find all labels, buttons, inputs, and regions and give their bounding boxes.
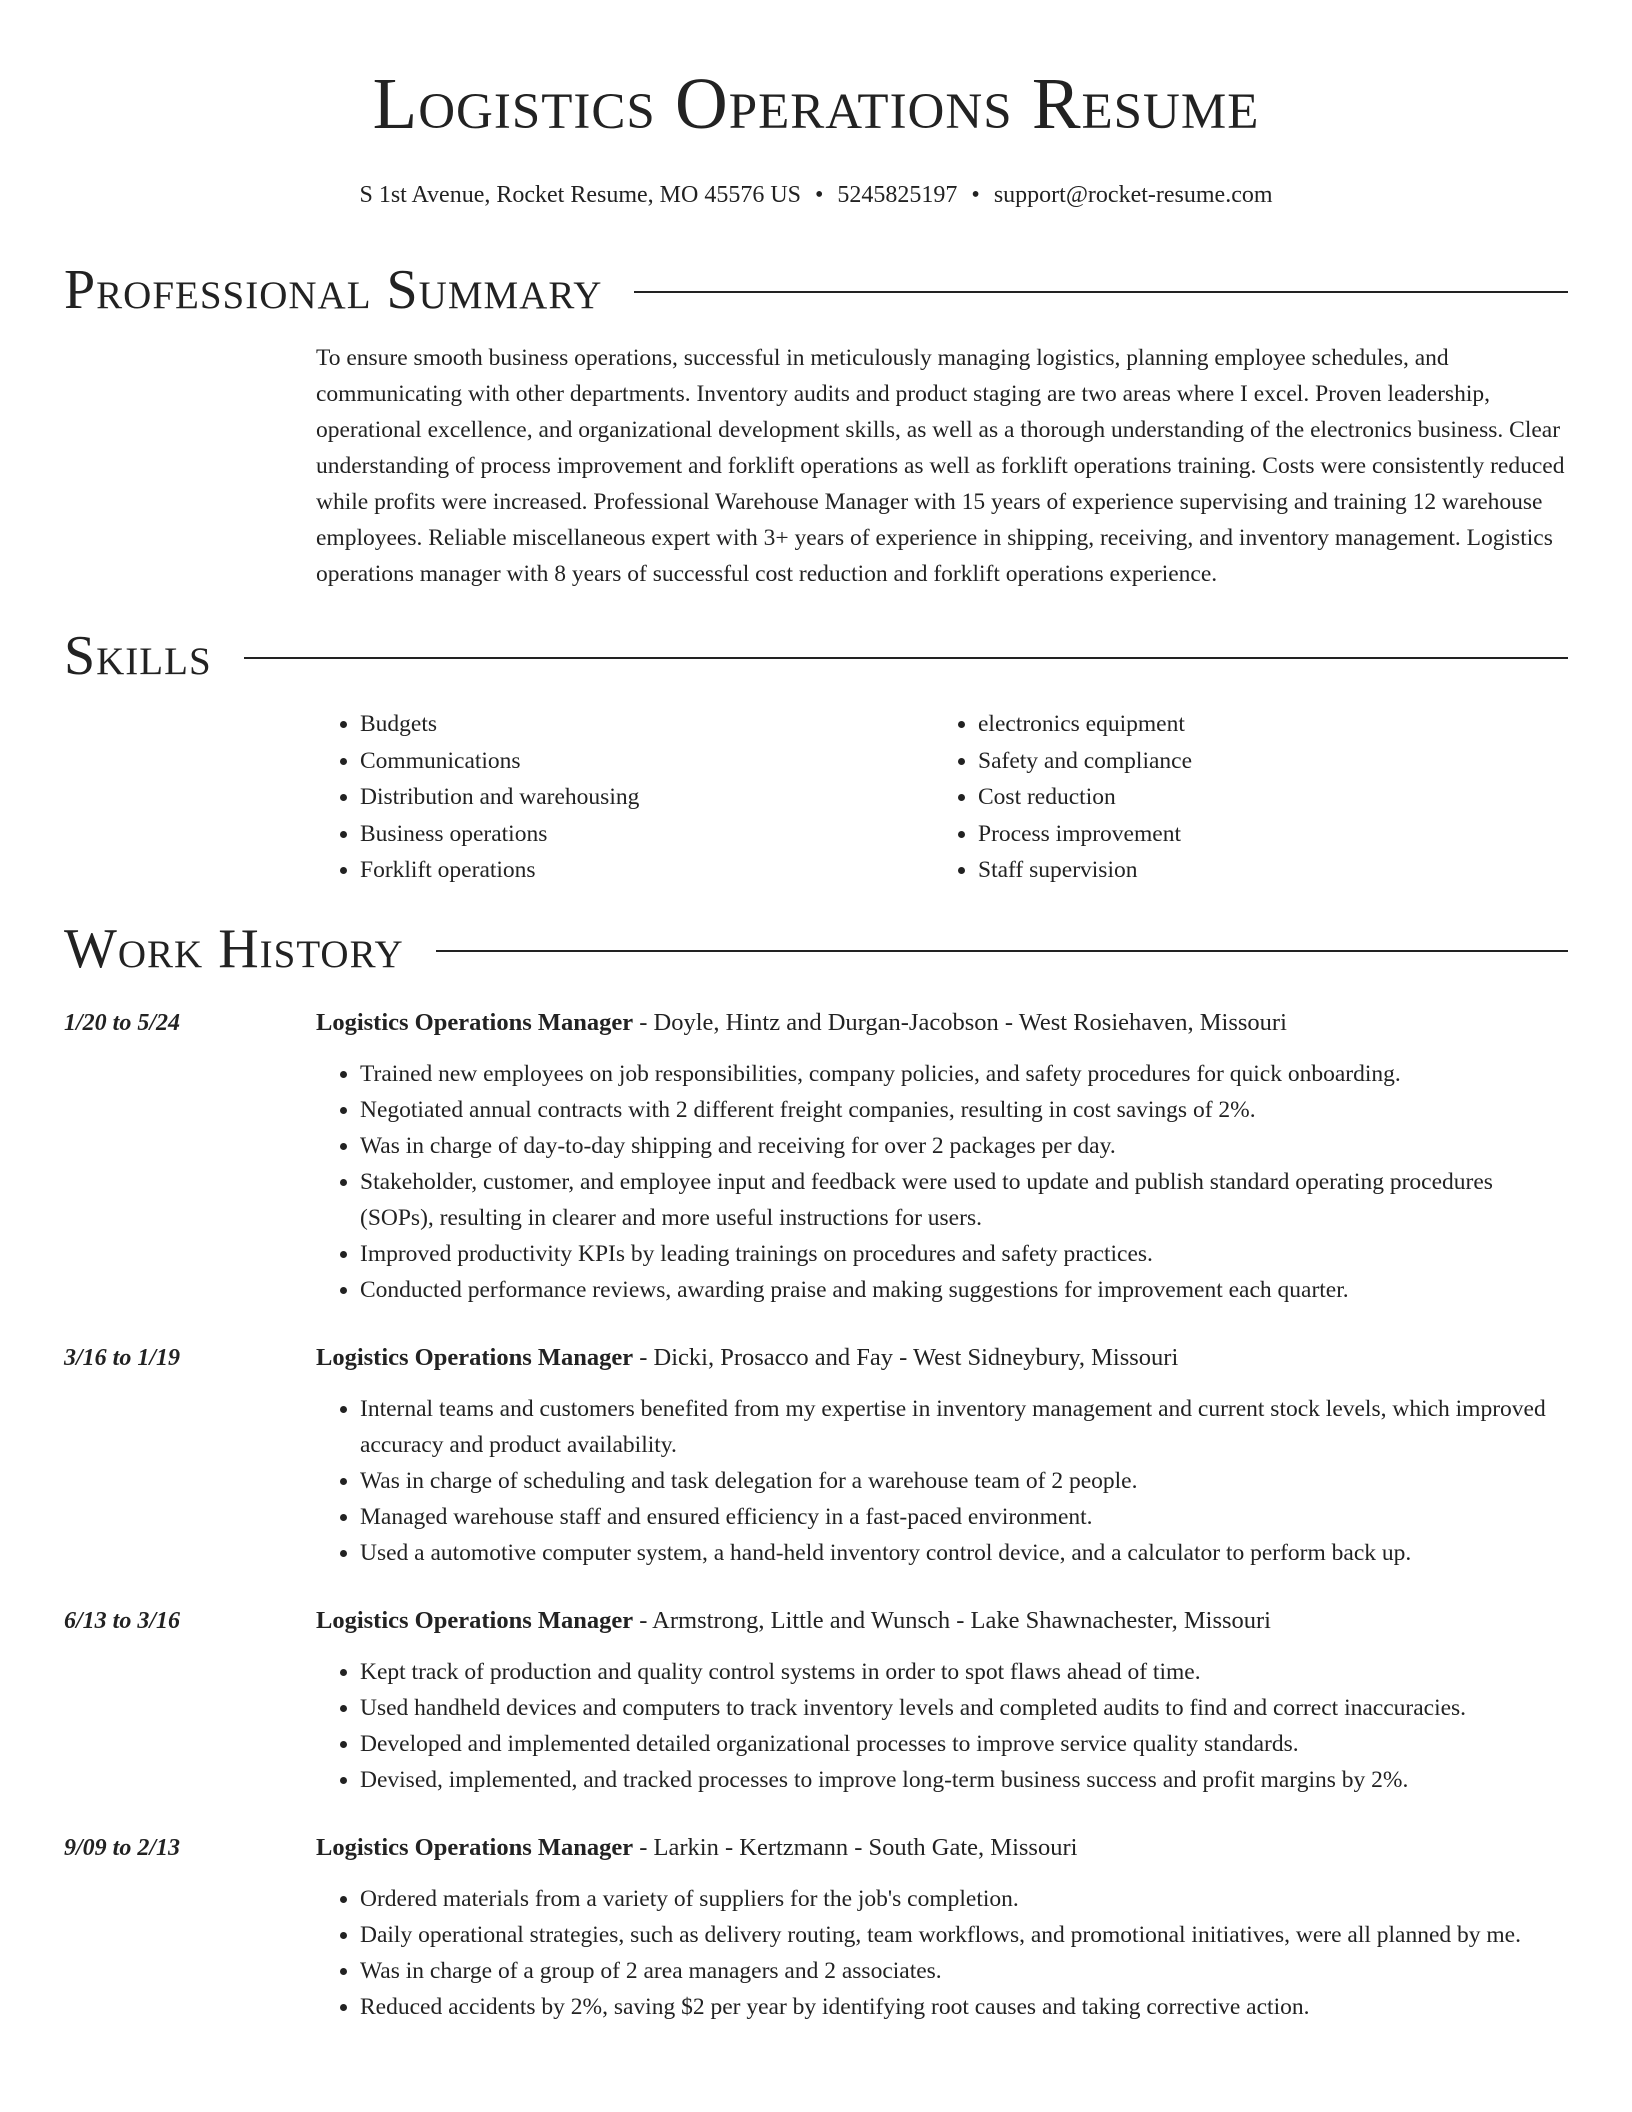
job-dates: 3/16 to 1/19	[64, 1344, 181, 1371]
skills-section-header	[64, 622, 1568, 690]
job-dates: 6/13 to 3/16	[64, 1607, 181, 1634]
summary-heading: Professional Summary	[64, 259, 603, 321]
job-bullet: • Was in charge of a group of 2 area managers and 2 associates.	[360, 1953, 1568, 1989]
job-bullets	[316, 1654, 1568, 1798]
section-divider	[244, 657, 1568, 659]
skill-item: • Safety and compliance	[978, 743, 1552, 780]
job-title: Logistics Operations Manager	[316, 1343, 634, 1371]
skill-item: • electronics equipment	[978, 706, 1552, 743]
job-bullet: • Negotiated annual contracts with 2 different freight companies, resulting in cost savings of 2%.	[360, 1092, 1568, 1128]
job-entry	[64, 1830, 1568, 2025]
job-employer-location: - Armstrong, Little and Wunsch - Lake Shawnachester, Missouri	[633, 1606, 1271, 1634]
job-bullets	[316, 1056, 1568, 1308]
summary-text: To ensure smooth business operations, successful in meticulously managing logistics, planning employee schedules, and communicating with other departments. Inventory audits and product staging are two areas where I excel. Proven leadership, operational excellence, and organizational development skills, as well as a thorough understanding of the electronics business. Clear understanding of process improvement and forklift operations as well as forklift operations training. Costs were consistently reduced while profits were increased. Professional Warehouse Manager with 15 years of experience supervising and training 12 warehouse employees. Reliable miscellaneous expert with 3+ years of experience in shipping, receiving, and inventory management. Logistics operations manager with 8 years of successful cost reduction and forklift operations experience.	[316, 345, 1565, 587]
email: support@rocket-resume.com	[993, 182, 1273, 208]
section-divider	[634, 291, 1568, 293]
skills-column-left	[316, 706, 934, 889]
job-bullet: • Used a automotive computer system, a hand-held inventory control device, and a calculator to perform back up.	[360, 1535, 1568, 1571]
skill-item: • Distribution and warehousing	[360, 779, 934, 816]
job-title: Logistics Operations Manager	[316, 1008, 634, 1036]
job-heading	[316, 1830, 1568, 1866]
job-bullets	[316, 1881, 1568, 2025]
contact-separator: •	[815, 182, 824, 208]
skills-list	[316, 706, 1632, 889]
contact-separator: •	[971, 182, 980, 208]
summary-section-header	[64, 256, 1568, 324]
address: S 1st Avenue, Rocket Resume, MO 45576 US	[359, 182, 802, 208]
job-entry	[64, 1005, 1568, 1308]
job-entry	[64, 1340, 1568, 1571]
skill-item: • Business operations	[360, 816, 934, 853]
job-bullet: • Daily operational strategies, such as delivery routing, team workflows, and promotional initiatives, were all planned by me.	[360, 1917, 1568, 1953]
section-divider	[436, 950, 1568, 952]
job-bullet: • Kept track of production and quality control systems in order to spot flaws ahead of time.	[360, 1654, 1568, 1690]
job-bullet: • Was in charge of scheduling and task delegation for a warehouse team of 2 people.	[360, 1463, 1568, 1499]
skill-item: • Forklift operations	[360, 852, 934, 889]
job-heading	[316, 1340, 1568, 1376]
skill-item: • Communications	[360, 743, 934, 780]
job-employer-location: - Doyle, Hintz and Durgan-Jacobson - West Rosiehaven, Missouri	[633, 1008, 1287, 1036]
job-dates: 1/20 to 5/24	[64, 1009, 181, 1036]
job-dates: 9/09 to 2/13	[64, 1834, 181, 1861]
skill-item: • Staff supervision	[978, 852, 1552, 889]
job-bullet: • Stakeholder, customer, and employee input and feedback were used to update and publish standard operating procedures (SOPs), resulting in clearer and more useful instructions for users.	[360, 1164, 1568, 1236]
job-bullet: • Trained new employees on job responsibilities, company policies, and safety procedures for quick onboarding.	[360, 1056, 1568, 1092]
skills-column-right	[934, 706, 1552, 889]
job-bullet: • Improved productivity KPIs by leading trainings on procedures and safety practices.	[360, 1236, 1568, 1272]
skill-item: • Process improvement	[978, 816, 1552, 853]
phone: 5245825197	[837, 182, 958, 208]
job-bullet: • Was in charge of day-to-day shipping and receiving for over 2 packages per day.	[360, 1128, 1568, 1164]
job-bullets	[316, 1391, 1568, 1571]
resume-title: Logistics Operations Resume	[372, 63, 1260, 144]
job-bullet: • Devised, implemented, and tracked processes to improve long-term business success and profit margins by 2%.	[360, 1762, 1568, 1798]
contact-line	[0, 180, 1632, 210]
job-body	[316, 1340, 1568, 1571]
work-section-header	[64, 915, 1568, 983]
job-employer-location: - Larkin - Kertzmann - South Gate, Missouri	[633, 1833, 1078, 1861]
job-title: Logistics Operations Manager	[316, 1833, 634, 1861]
job-bullet: • Managed warehouse staff and ensured efficiency in a fast-paced environment.	[360, 1499, 1568, 1535]
job-bullet: • Used handheld devices and computers to track inventory levels and completed audits to find and correct inaccuracies.	[360, 1690, 1568, 1726]
skill-item: • Cost reduction	[978, 779, 1552, 816]
work-heading: Work History	[64, 917, 404, 980]
skills-heading: Skills	[64, 625, 212, 687]
job-entry	[64, 1603, 1568, 1798]
job-heading	[316, 1603, 1568, 1639]
job-body	[316, 1830, 1568, 2025]
job-bullet: • Conducted performance reviews, awarding praise and making suggestions for improvement each quarter.	[360, 1272, 1568, 1308]
job-title: Logistics Operations Manager	[316, 1606, 634, 1634]
job-bullet: • Ordered materials from a variety of suppliers for the job's completion.	[360, 1881, 1568, 1917]
job-bullet: • Internal teams and customers benefited from my expertise in inventory management and current stock levels, which improved accuracy and product availability.	[360, 1391, 1568, 1463]
job-heading	[316, 1005, 1568, 1041]
job-body	[316, 1005, 1568, 1308]
job-bullet: • Developed and implemented detailed organizational processes to improve service quality standards.	[360, 1726, 1568, 1762]
job-body	[316, 1603, 1568, 1798]
job-employer-location: - Dicki, Prosacco and Fay - West Sidneybury, Missouri	[633, 1343, 1179, 1371]
skill-item: • Budgets	[360, 706, 934, 743]
job-bullet: • Reduced accidents by 2%, saving $2 per year by identifying root causes and taking corrective action.	[360, 1989, 1568, 2025]
